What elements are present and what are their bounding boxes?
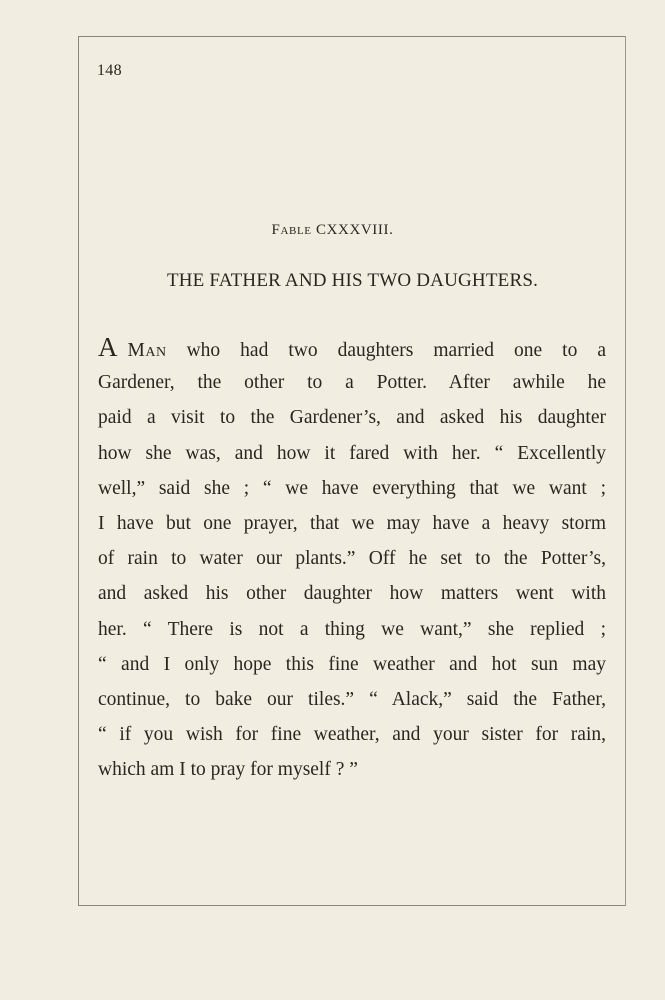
drop-initial: A [98, 332, 118, 362]
body-line-text: who had two daughters married one to a [186, 340, 606, 361]
body-line: which am I to pray for myself ? ” [98, 759, 358, 781]
body-line: how she was, and how it fared with her. “ Excellently [98, 442, 606, 464]
body-line: of rain to water our plants.” Off he set to the Potter’s, [98, 548, 606, 570]
body-line: her. “ There is not a thing we want,” she replied ; [98, 618, 606, 640]
body-line: Gardener, the other to a Potter. After awhile he [98, 372, 606, 394]
page-number: 148 [97, 62, 122, 79]
body-line: and asked his other daughter how matters went with [98, 583, 606, 605]
body-line: well,” said she ; “ we have everything that we want ; [98, 477, 606, 499]
body-line: “ and I only hope this fine weather and hot sun may [98, 653, 606, 675]
body-line: continue, to bake our tiles.” “ Alack,” said the Father, [98, 688, 606, 710]
fable-number-roman: CXXXVIII. [315, 222, 394, 238]
fable-title: THE FATHER AND HIS TWO DAUGHTERS. [166, 270, 539, 291]
body-line [98, 330, 606, 365]
body-line: “ if you wish for fine weather, and your sister for rain, [98, 724, 606, 746]
fable-number [0, 222, 665, 239]
body-line: I have but one prayer, that we may have a heavy storm [98, 512, 606, 534]
fable-body [98, 330, 606, 787]
first-word: Man [127, 340, 167, 361]
fable-number-prefix: Fable [271, 222, 312, 238]
body-line: paid a visit to the Gardener’s, and asked his daughter [98, 407, 606, 429]
